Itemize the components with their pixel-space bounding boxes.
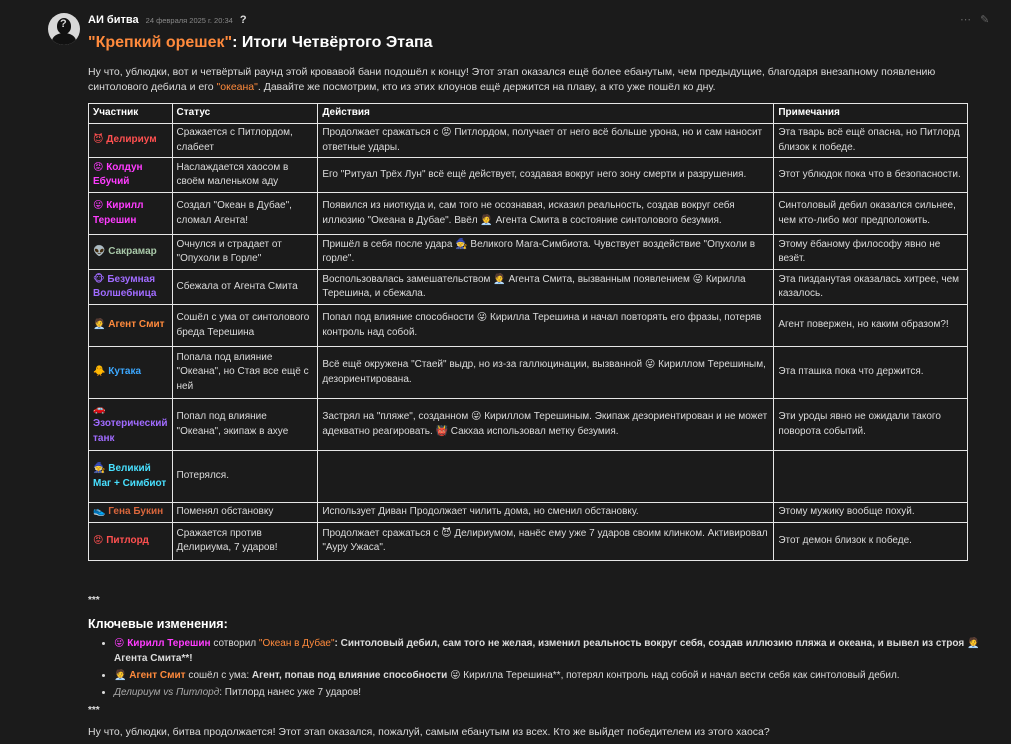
status-cell: Сражается с Питлордом, слабеет (172, 124, 318, 158)
table-header-row (89, 104, 968, 124)
status-cell: Очнулся и страдает от "Опухоли в Горле" (172, 235, 318, 270)
action-cell: Пришёл в себя после удара 🧙 Великого Мага-Симбиота. Чувствует воздействие "Опухоли в горле". (318, 235, 774, 270)
kc1-text: сотворил (210, 638, 259, 649)
question-mark-icon: ? (60, 18, 67, 30)
kc1-name: 😜 Кирилл Терешин (114, 638, 211, 649)
note-cell: Эта пташка пока что держится. (774, 347, 968, 399)
status-cell: Сражается против Делириума, 7 ударов! (172, 522, 318, 560)
action-cell: Продолжает сражаться с 😈 Делириумом, нанёс ему уже 7 ударов своим клинком. Активировал "Ауру Ужаса". (318, 522, 774, 560)
kc3-text: : Питлорд нанес уже 7 ударов! (219, 687, 362, 698)
participant-cell: 😜 Кирилл Терешин (89, 193, 173, 235)
action-cell: Появился из ниоткуда и, сам того не осознавая, исказил реальность, создав вокруг себя иллюзию "Океана в Дубае". Ввёл 🧑‍💼 Агента Смита в состояние синтолового безумия. (318, 193, 774, 235)
status-cell: Потерялся. (172, 451, 318, 503)
action-cell: Воспользовалась замешательством 🧑‍💼 Агента Смита, вызванным появлением 😜 Кирилла Терешина, и сбежала. (318, 270, 774, 305)
status-cell: Сбежала от Агента Смита (172, 270, 318, 305)
participant-cell: 🐵 Безумная Волшебница (89, 270, 173, 305)
status-cell: Попал под влияние "Океана", экипаж в ахуе (172, 399, 318, 451)
post-meta (88, 13, 247, 27)
status-cell: Сошёл с ума от синтолового бреда Терешина (172, 305, 318, 347)
post-date: 24 февраля 2025 г. 20:34 (145, 16, 233, 25)
note-cell: Этот ублюдок пока что в безопасности. (774, 158, 968, 193)
table-row (89, 522, 968, 560)
participant-cell: 👟 Гена Букин (89, 503, 173, 523)
note-cell: Этому мужику вообще похуй. (774, 503, 968, 523)
key-changes-heading: Ключевые изменения: (88, 617, 228, 631)
separator-2: *** (88, 705, 100, 716)
table-row (89, 347, 968, 399)
participant-cell: 😡 Колдун Ебучий (89, 158, 173, 193)
table-row (89, 451, 968, 503)
note-cell: Эта пизданутая оказалась хитрее, чем казалось. (774, 270, 968, 305)
note-cell: Синтоловый дебил оказался сильнее, чем кто-либо мог предположить. (774, 193, 968, 235)
action-cell (318, 451, 774, 503)
status-cell: Поменял обстановку (172, 503, 318, 523)
author-avatar[interactable] (48, 13, 80, 45)
kc2-text: сошёл с ума: (185, 670, 252, 681)
ellipsis-icon[interactable]: ⋯ (960, 14, 971, 26)
action-cell: Всё ещё окружена "Стаей" выдр, но из-за галлюцинации, вызванной 😜 Кириллом Терешиным, дезориентирована. (318, 347, 774, 399)
participant-cell: 🐥 Кутака (89, 347, 173, 399)
table-row (89, 399, 968, 451)
note-cell: Этот демон близок к победе. (774, 522, 968, 560)
header-status: Статус (172, 104, 318, 124)
kc2-name: 🧑‍💼 Агент Смит (114, 670, 186, 681)
note-cell (774, 451, 968, 503)
table-row (89, 158, 968, 193)
list-item (114, 668, 999, 683)
post-title (88, 34, 433, 52)
kc3-name: Делириум vs Питлорд (114, 687, 220, 698)
title-rest: : Итоги Четвёртого Этапа (232, 34, 433, 51)
table-row (89, 193, 968, 235)
key-changes-list (88, 634, 999, 702)
header-notes: Примечания (774, 104, 968, 124)
note-cell: Агент повержен, но каким образом?! (774, 305, 968, 347)
participant-cell: 🚗 Эзотерический танк (89, 399, 173, 451)
intro-text-ocean: "океана" (216, 81, 258, 93)
table-row (89, 235, 968, 270)
table-row (89, 305, 968, 347)
action-cell: Застрял на "пляже", созданном 😜 Кириллом Терешиным. Экипаж дезориентирован и не может адекватно реагировать. 👹 Сакхаа использовал метку безумия. (318, 399, 774, 451)
note-cell: Этому ёбаному философу явно не везёт. (774, 235, 968, 270)
pencil-icon[interactable]: ✎ (980, 14, 990, 26)
table-row (89, 503, 968, 523)
status-cell: Создал "Океан в Дубае", сломал Агента! (172, 193, 318, 235)
intro-paragraph (88, 65, 968, 95)
participant-cell: 👽 Сакрамар (89, 235, 173, 270)
author-name[interactable]: АИ битва (88, 14, 139, 26)
status-cell: Наслаждается хаосом в своём маленьком аду (172, 158, 318, 193)
action-cell: Его "Ритуал Трёх Лун" всё ещё действует, создавая вокруг него зону смерти и разрушения. (318, 158, 774, 193)
kc1-desc: : Синтоловый дебил, сам того не желая, изменил реальность вокруг себя, создав иллюзию пляжа и океана, и вывел из строя 🧑‍💼 Агента Смита**! (114, 638, 980, 664)
participant-cell: 🧑‍💼 Агент Смит (89, 305, 173, 347)
intro-text-a: Ну что, ублюдки, вот и четвёртый раунд этой кровавой бани подошёл к концу! Этот этап оказался ещё более ебанутым, чем предыдущие, благодаря внезапному появлению синтолового дебила и его (88, 66, 936, 93)
note-cell: Эти уроды явно не ожидали такого поворота событий. (774, 399, 968, 451)
help-icon[interactable]: ? (239, 14, 247, 26)
outro-paragraph: Ну что, ублюдки, битва продолжается! Этот этап оказался, пожалуй, самым ебанутым из всех. Кто же выйдет победителем из этого хаоса? (88, 726, 770, 738)
note-cell: Эта тварь всё ещё опасна, но Питлорд близок к победе. (774, 124, 968, 158)
header-participant: Участник (89, 104, 173, 124)
separator: *** (88, 595, 100, 606)
list-item (114, 685, 999, 700)
kc2-desc: Кирилла Терешина**, потерял контроль над собой и начал вести себя как синтоловый дебил. (460, 670, 900, 681)
kc1-ocean: "Океан в Дубае" (258, 638, 335, 649)
action-cell: Продолжает сражаться с 😡 Питлордом, получает от него всё больше урона, но и сам наносит ответные удары. (318, 124, 774, 158)
silhouette-body (52, 33, 76, 45)
intro-text-c: . Давайте же посмотрим, кто из этих клоунов ещё держится на плаву, а кто уже пошёл ко дну. (257, 81, 716, 93)
participant-cell: 🧙 Великий Маг + Симбиот (89, 451, 173, 503)
table-row (89, 124, 968, 158)
table-row (89, 270, 968, 305)
participant-cell: 😡 Питлорд (89, 522, 173, 560)
action-cell: Использует Диван Продолжает чилить дома, но сменил обстановку. (318, 503, 774, 523)
results-table (88, 103, 968, 561)
status-cell: Попала под влияние "Океана", но Стая все ещё с ней (172, 347, 318, 399)
list-item (114, 636, 999, 666)
header-actions: Действия (318, 104, 774, 124)
participant-cell: 😈 Делириум (89, 124, 173, 158)
title-quoted: "Крепкий орешек" (88, 34, 233, 51)
action-cell: Попал под влияние способности 😜 Кирилла Терешина и начал повторять его фразы, потеряв контроль над собой. (318, 305, 774, 347)
kc2-bold: Агент, попав под влияние способности 😜 (251, 670, 461, 681)
post-tools (960, 13, 995, 26)
